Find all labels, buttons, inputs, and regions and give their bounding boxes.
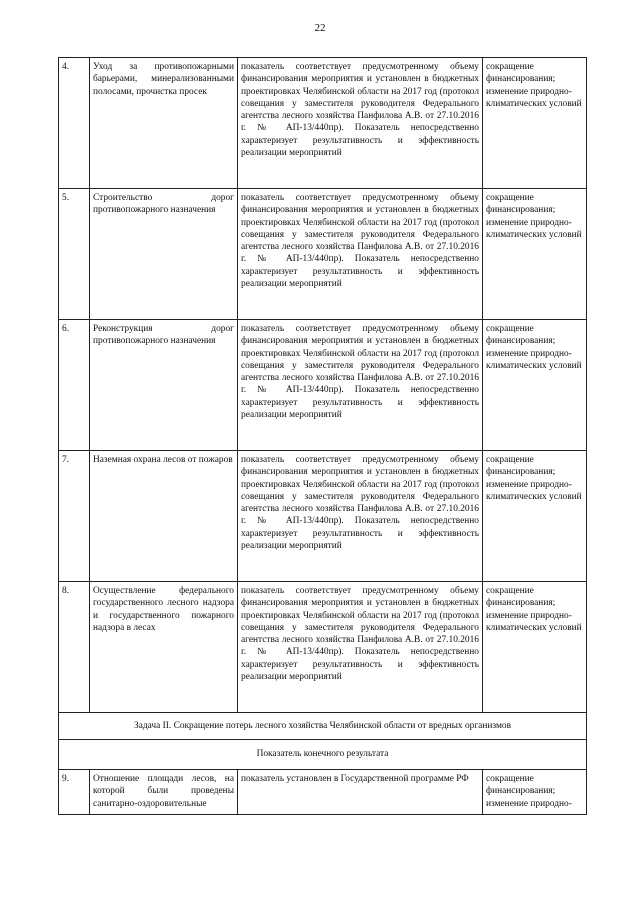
deviation-reasons: сокращение финансирования; изменение природно-климатических условий (483, 320, 587, 451)
row-number: 9. (59, 770, 90, 815)
deviation-reasons: сокращение финансирования; изменение природно-климатических условий (483, 58, 587, 189)
measure-name: Строительство дорог противопожарного назначения (90, 189, 238, 320)
table-row (59, 320, 587, 451)
indicators-table (58, 57, 587, 815)
task-heading-row (59, 713, 587, 740)
table-row (59, 582, 587, 713)
measure-name: Реконструкция дорог противопожарного назначения (90, 320, 238, 451)
indicator-justification: показатель соответствует предусмотренному объему финансирования мероприятия и установлен в бюджетных проектировках Челябинской области на 2017 год (протокол совещания у заместителя руководителя Федерального агентства лесного хозяйства Панфилова А.В. от 27.10.2016 г. № АП-13/440пр). Показатель непосредственно характеризует результативность и эффективность реализации мероприятий (238, 451, 483, 582)
indicator-justification: показатель соответствует предусмотренному объему финансирования мероприятия и установлен в бюджетных проектировках Челябинской области на 2017 год (протокол совещания у заместителя руководителя Федерального агентства лесного хозяйства Панфилова А.В. от 27.10.2016 г. № АП-13/440пр). Показатель непосредственно характеризует результативность и эффективность реализации мероприятий (238, 58, 483, 189)
table-row (59, 770, 587, 815)
page-number: 22 (314, 22, 326, 34)
deviation-reasons: сокращение финансирования; изменение природно-климатических условий (483, 582, 587, 713)
row-number: 7. (59, 451, 90, 582)
table-row (59, 58, 587, 189)
measure-name: Наземная охрана лесов от пожаров (90, 451, 238, 582)
measure-name: Осуществление федерального государственного лесного надзора и государственного пожарного надзора в лесах (90, 582, 238, 713)
table-row (59, 451, 587, 582)
indicator-justification: показатель установлен в Государственной программе РФ (238, 770, 483, 815)
measure-name: Отношение площади лесов, на которой были проведены санитарно-оздоровительные (90, 770, 238, 815)
row-number: 6. (59, 320, 90, 451)
row-number: 5. (59, 189, 90, 320)
deviation-reasons: сокращение финансирования; изменение природно- (483, 770, 587, 815)
indicator-justification: показатель соответствует предусмотренному объему финансирования мероприятия и установлен в бюджетных проектировках Челябинской области на 2017 год (протокол совещания у заместителя руководителя Федерального агентства лесного хозяйства Панфилова А.В. от 27.10.2016 г. № АП-13/440пр). Показатель непосредственно характеризует результативность и эффективность реализации мероприятий (238, 320, 483, 451)
indicator-justification: показатель соответствует предусмотренному объему финансирования мероприятия и установлен в бюджетных проектировках Челябинской области на 2017 год (протокол совещания у заместителя руководителя Федерального агентства лесного хозяйства Панфилова А.В. от 27.10.2016 г. № АП-13/440пр). Показатель непосредственно характеризует результативность и эффективность реализации мероприятий (238, 582, 483, 713)
table-row (59, 189, 587, 320)
row-number: 4. (59, 58, 90, 189)
indicator-heading: Показатель конечного результата (59, 740, 587, 770)
indicator-heading-row (59, 740, 587, 770)
measure-name: Уход за противопожарными барьерами, минерализованными полосами, прочистка просек (90, 58, 238, 189)
task-heading: Задача II. Сокращение потерь лесного хозяйства Челябинской области от вредных организмов (59, 713, 587, 740)
deviation-reasons: сокращение финансирования; изменение природно-климатических условий (483, 189, 587, 320)
indicator-justification: показатель соответствует предусмотренному объему финансирования мероприятия и установлен в бюджетных проектировках Челябинской области на 2017 год (протокол совещания у заместителя руководителя Федерального агентства лесного хозяйства Панфилова А.В. от 27.10.2016 г. № АП-13/440пр). Показатель непосредственно характеризует результативность и эффективность реализации мероприятий (238, 189, 483, 320)
deviation-reasons: сокращение финансирования; изменение природно-климатических условий (483, 451, 587, 582)
row-number: 8. (59, 582, 90, 713)
